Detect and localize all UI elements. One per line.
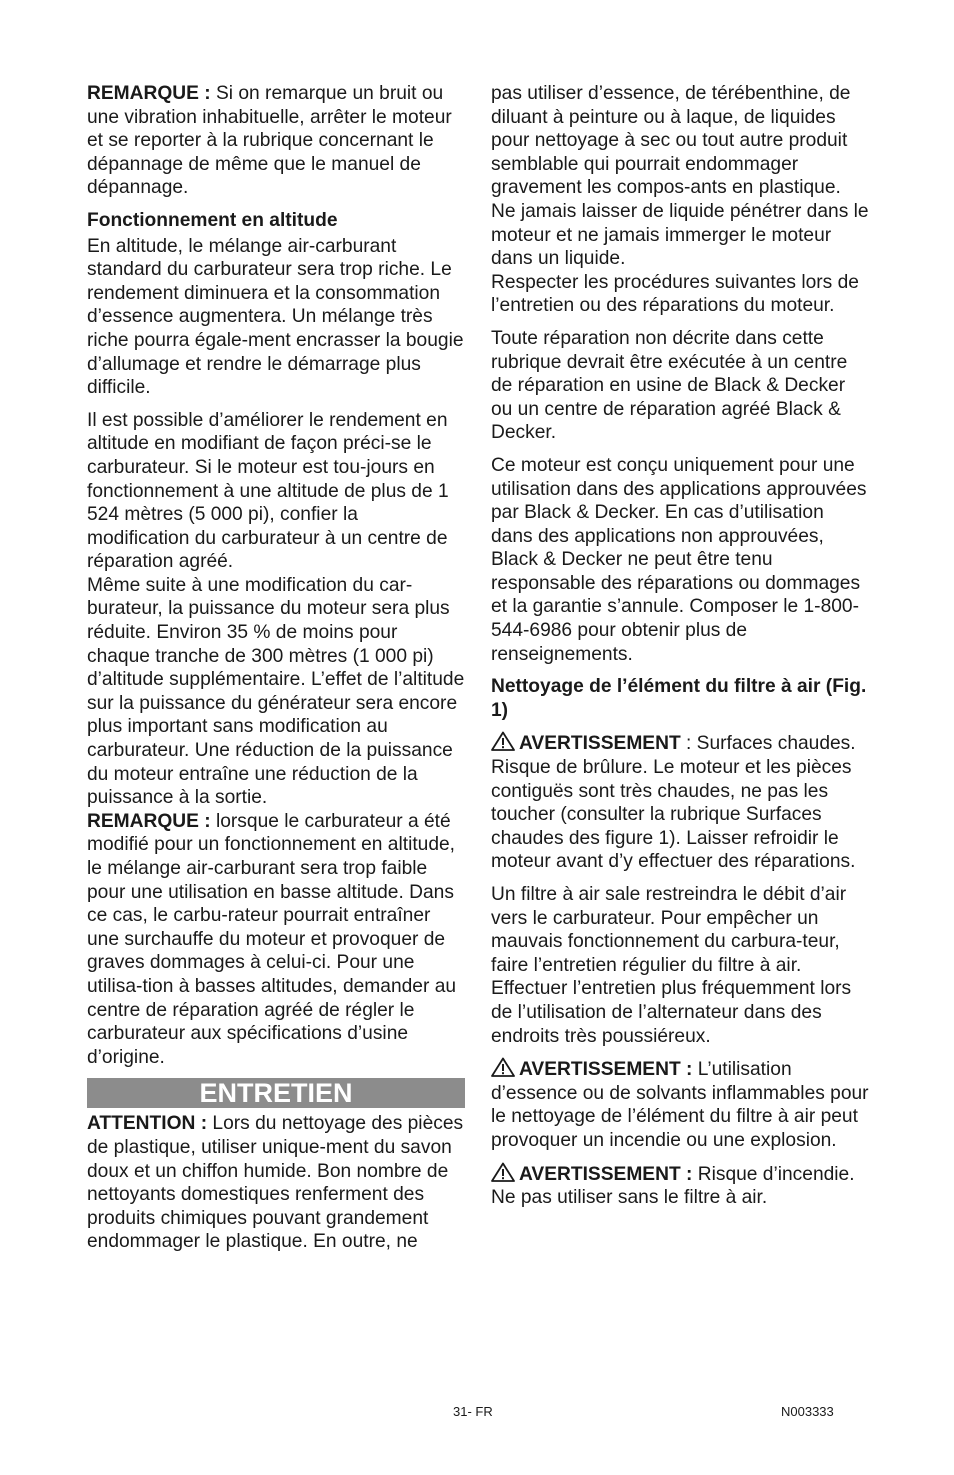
warning-label: AVERTISSEMENT — [519, 733, 681, 755]
remarque-altitude: REMARQUE : lorsque le carburateur a été modifié pour un fonctionnement en altitude, le mélange air-carburant sera trop faible pour une utilisation en basse altitude. Dans ce cas, le carbu-rateur pourrait entraîner une surchauffe du moteur et provoquer de graves dommages à celui-ci. Pour une utilisa-tion à basses altitudes, demander au centre de réparation agréé de régler le carburateur aux spécifications d’usine d’origine. — [87, 810, 457, 1068]
attention-label: ATTENTION : — [87, 1113, 208, 1135]
repair-paragraph: Toute réparation non décrite dans cette rubrique devrait être exécutée à un centre de réparation en usine de Black & Decker ou un centre de réparation agréé Black & Decker. — [491, 327, 848, 444]
warning-flammable-solvents: AVERTISSEMENT : L’utilisation d’essence ou de solvants inflammables pour le nettoyage de l’élément du filtre à air peut provoquer un incendie ou une explosion. — [491, 1059, 869, 1151]
warning-label: AVERTISSEMENT : — [519, 1059, 693, 1081]
warning-hot-surfaces: AVERTISSEMENT : Surfaces chaudes. Risque de brûlure. Le moteur et les pièces contiguës sont très chaudes, ne pas les toucher (consulter la rubrique Surfaces chaudes des figure 1). Laisser refroidir le moteur avant d’y effectuer des réparations. — [491, 733, 856, 873]
procedures-paragraph: Respecter les procédures suivantes lors de l’entretien ou des réparations du moteur. — [491, 271, 859, 317]
attention-continued: pas utiliser d’essence, de térébenthine, de diluant à peinture ou à laque, de liquides pour nettoyage à sec ou tout autre produit semblable qui pourrait endommager gravement les compos-ants en plastique. Ne jamais laisser de liquide pénétrer dans le moteur et ne jamais immerger le moteur dans un liquide. — [491, 83, 869, 270]
warning-triangle-icon — [491, 1162, 515, 1182]
document-id: N003333 — [781, 1404, 834, 1419]
altitude-paragraph-2: Il est possible d’améliorer le rendement en altitude en modifiant de façon préci-se le carburateur. Si le moteur est tou-jours en fonctionnement à une altitude de plus de 1 524 mètres (5 000 pi), confier la modification du carburateur à un centre de réparation agréé. — [87, 409, 449, 573]
page-number: 31- FR — [453, 1404, 493, 1419]
attention-paragraph: ATTENTION : Lors du nettoyage des pièces de plastique, utiliser unique-ment du savon doux et un chiffon humide. Bon nombre de nettoyants domestiques renferment des produits chimiques pouvant grandement endommager le plastique. En outre, ne — [87, 1113, 464, 1253]
approved-applications-paragraph: Ce moteur est conçu uniquement pour une utilisation dans des applications approuvées par Black & Decker. En cas d’utilisation dans des applications non approuvées, Black & Decker ne peut être tenu responsable des réparations ou dommages et la garantie s’annule. Composer le 1-800-544-6986 pour obtenir plus de renseignements. — [491, 454, 867, 665]
altitude-paragraph-1: En altitude, le mélange air-carburant standard du carburateur sera trop riche. Le rendement diminuera et la consommation d’essence augmentera. Un mélange très riche pourra égale-ment encrasser la bougie d’allumage et rendre le démarrage plus difficile. — [87, 235, 464, 399]
altitude-paragraph-3: Même suite à une modification du car-burateur, la puissance du moteur sera plus réduite. Environ 35 % de moins pour chaque tranche de 300 mètres (1 000 pi) d’altitude supplémentaire. L’effet de l’altitude sur la puissance du générateur sera encore plus important sans modification au carburateur. Une réduction de la puissance du moteur entraîne une réduction de la puissance à la sortie. — [87, 574, 465, 809]
right-column — [491, 82, 869, 1219]
left-column — [87, 82, 465, 1254]
warning-label: AVERTISSEMENT : — [519, 1163, 693, 1185]
warning-triangle-icon — [491, 731, 515, 751]
altitude-heading: Fonctionnement en altitude — [87, 209, 338, 231]
section-title-entretien: ENTRETIEN — [87, 1078, 465, 1108]
remarque-bruit: REMARQUE : Si on remarque un bruit ou une vibration inhabituelle, arrêter le moteur et se reporter à la rubrique concernant le dépannage de même que le manuel de dépannage. — [87, 83, 452, 199]
dirty-filter-paragraph: Un filtre à air sale restreindra le débit d’air vers le carburateur. Pour empêcher un mauvais fonctionnement du carbura-teur, faire l’entretien régulier du filtre à air. Effectuer l’entretien plus fréquemment lors de l’utilisation de l’alternateur dans des endroits très poussiéreux. — [491, 884, 852, 1047]
remarque-label: REMARQUE : — [87, 83, 211, 104]
warning-fire-risk: AVERTISSEMENT : Risque d’incendie. Ne pas utiliser sans le filtre à air. — [491, 1163, 855, 1209]
warning-triangle-icon — [491, 1057, 515, 1077]
filter-heading: Nettoyage de l’élément du filtre à air (Fig. 1) — [491, 676, 867, 721]
remarque-label: REMARQUE : — [87, 810, 211, 832]
